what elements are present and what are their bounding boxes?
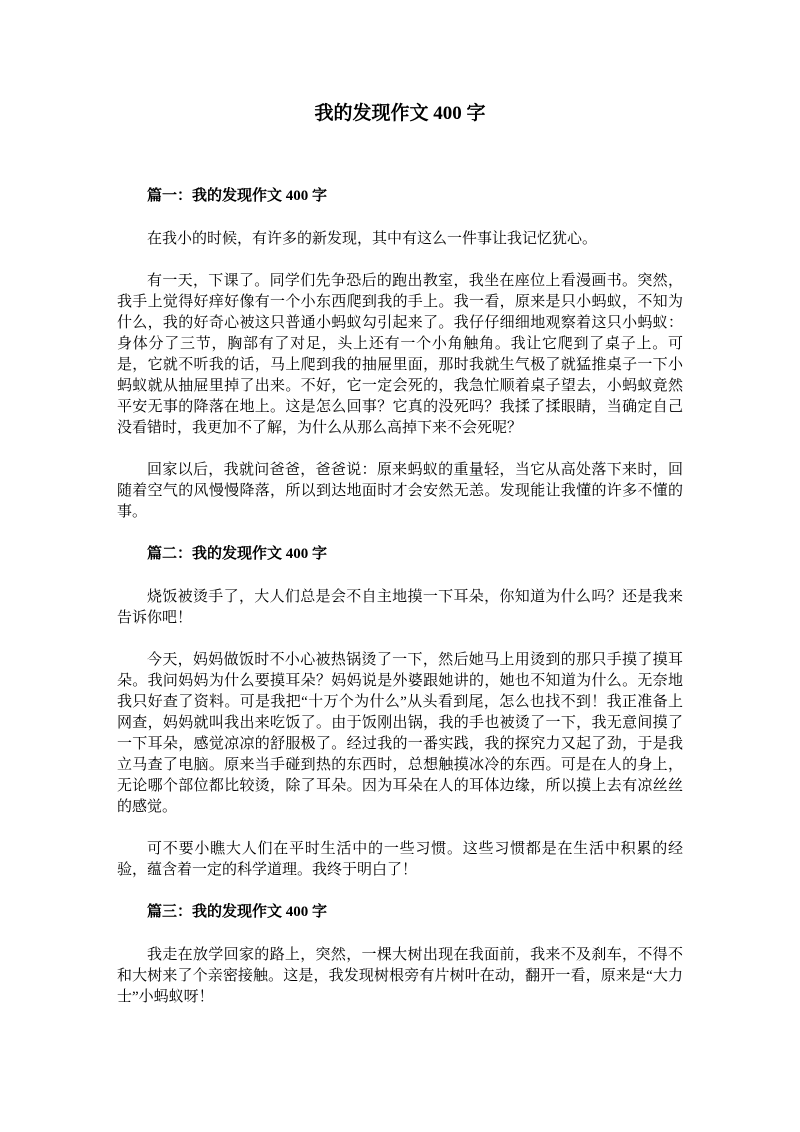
essay-paragraph: 回家以后，我就问爸爸，爸爸说：原来蚂蚁的重量轻，当它从高处落下来时，回随着空气的风慢慢降落，所以到达地面时才会安然无恙。发现能让我懂的许多不懂的事。 <box>117 462 683 520</box>
essay-paragraph: 烧饭被烫手了，大人们总是会不自主地摸一下耳朵，你知道为什么吗？还是我来告诉你吧！ <box>117 589 683 626</box>
essay-section-1 <box>117 186 683 523</box>
essay-paragraph: 今天，妈妈做饭时不小心被热锅烫了一下，然后她马上用烫到的那只手摸了摸耳朵。我问妈妈为什么要摸耳朵？妈妈说是外婆跟她讲的，她也不知道为什么。无奈地我只好查了资料。可是我把“十万个为什么”从头看到尾，怎么也找不到！我正准备上网查，妈妈就叫我出来吃饭了。由于饭刚出锅，我的手也被烫了一下，我无意间摸了一下耳朵，感觉凉凉的舒服极了。经过我的一番实践，我的探究力又起了劲，于是我立马查了电脑。原来当手碰到热的东西时，总想触摸冰冷的东西。可是在人的身上，无论哪个部位都比较烫，除了耳朵。因为耳朵在人的耳体边缘，所以摸上去有凉丝丝的感觉。 <box>117 652 683 815</box>
essay-paragraph: 可不要小瞧大人们在平时生活中的一些习惯。这些习惯都是在生活中积累的经验，蕴含着一定的科学道理。我终于明白了！ <box>117 841 683 878</box>
essay-paragraph: 有一天，下课了。同学们先争恐后的跑出教室，我坐在座位上看漫画书。突然，我手上觉得好痒好像有一个小东西爬到我的手上。我一看，原来是只小蚂蚁，不知为什么，我的好奇心被这只普通小蚂蚁勾引起来了。我仔仔细细地观察着这只小蚂蚁：身体分了三节，胸部有了对足，头上还有一个小角触角。我让它爬到了桌子上。可是，它就不听我的话，马上爬到我的抽屉里面，那时我就生气极了就猛推桌子一下小蚂蚁就从抽屉里掉了出来。不好，它一定会死的，我急忙顺着桌子望去，小蚂蚁竟然平安无事的降落在地上。这是怎么回事？它真的没死吗？我揉了揉眼睛，当确定自己没看错时，我更加不了解，为什么从那么高掉下来不会死呢？ <box>117 273 683 436</box>
section-heading: 篇三：我的发现作文 400 字 <box>147 904 328 920</box>
essay-paragraph: 在我小的时候，有许多的新发现，其中有这么一件事让我记忆犹心。 <box>147 231 598 247</box>
document-title: 我的发现作文 400 字 <box>314 103 486 124</box>
section-heading: 篇一：我的发现作文 400 字 <box>147 188 328 204</box>
section-heading: 篇二：我的发现作文 400 字 <box>147 546 328 562</box>
essay-section-2 <box>117 544 683 881</box>
essay-paragraph: 我走在放学回家的路上，突然，一棵大树出现在我面前，我来不及刹车，不得不和大树来了个亲密接触。这是，我发现树根旁有片树叶在动，翻开一看，原来是“大力士”小蚂蚁呀！ <box>117 947 683 1005</box>
essay-section-3 <box>117 902 683 1008</box>
